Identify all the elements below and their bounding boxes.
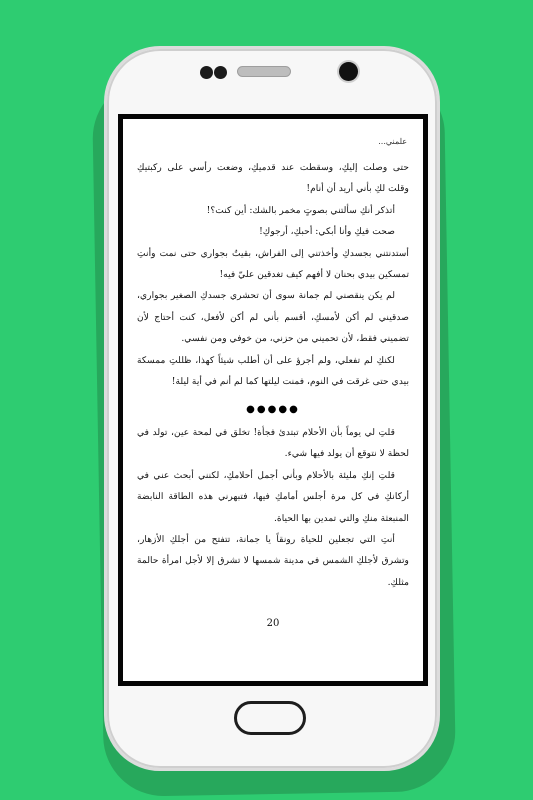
page-text: [137, 157, 409, 593]
phone-screen: [118, 114, 428, 686]
running-head: علمني...: [378, 137, 407, 146]
paragraph: قلتِ لي يوماً بأن الأحلام تبتدئ فجأة! تخلق في لمحة عين، تولد في لحظة لا نتوقع أن يولد فيها شيء.: [137, 426, 409, 460]
book-page[interactable]: [123, 119, 423, 681]
paragraph: قلتِ إنكِ مليئة بالأحلام وبأني أجمل أحلامكِ، لكنني أبحث عني في أركانكِ في كل مرة أجلس أمامكِ فيها، فتبهرني هذه الطاقة النابضة المنبعثة منكِ والتي تمدين بها الحياة.: [137, 469, 409, 524]
earpiece-speaker: [237, 66, 291, 77]
page-number: 20: [266, 618, 280, 629]
sensor-dot-icon: [214, 66, 227, 79]
paragraph: أستدنتني بجسدكِ وأخذتني إلى الفراش، بقيتُ بجواري حتى نمت وأنتِ تمسكين بيدي بحنان لا أفهم كيف تغدقين عليّ فيه!: [137, 247, 409, 281]
section-separator: ●●●●●: [246, 404, 300, 416]
front-camera-icon: [339, 62, 358, 81]
paragraph: حتى وصلت إليكِ، وسقطت عند قدميكِ، وضعت رأسي على ركبتيكِ وقلت لكِ بأني أريد أن أنام!: [137, 162, 409, 195]
paragraph: صحت فيكِ وأنا أبكي: أحبكِ، أرجوكِ!: [259, 226, 395, 238]
paragraph: لكنكِ لم تفعلي، ولم أجرؤ على أن أطلب شيئاً كهذا، ظللتِ ممسكة بيدي حتى غرقت في النوم، فمنت ليلتها كما لم أنم في أية ليلة!: [137, 354, 409, 388]
paragraph: أتذكر أنكِ سألتني بصوتٍ مخمر بالشك: أين كنت؟!: [206, 204, 395, 216]
paragraph: أنتِ التي تجعلين للحياة رونقاً يا جمانة، تتفتح من أجلكِ الأزهار، وتشرق لأجلكِ الشمس في مدينة شمسها لا تشرق إلا لأجل امرأة حالمة مثلكِ.: [137, 533, 409, 588]
paragraph: لم يكن ينقصني لم جمانة سوى أن تحشري جسدكِ الصغير بجواري، صدقيني لم أكن لأمسكِ، أقسم بأني لم أكن لأفعل، كنت أحتاج لأن تضميني فقط، لأن تحميني من حزني، من خوفي ومن نفسي.: [137, 290, 409, 345]
sensor-dot-icon: [200, 66, 213, 79]
home-button[interactable]: [234, 701, 306, 735]
